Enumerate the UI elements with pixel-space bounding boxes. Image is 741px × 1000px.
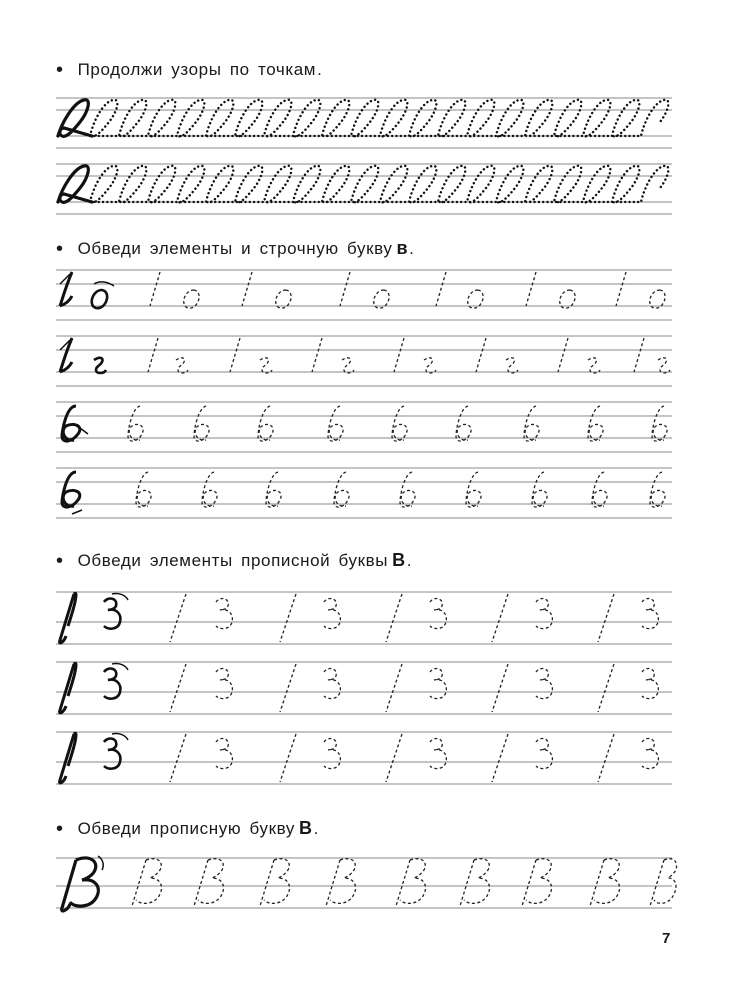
instruction-letter: В — [298, 818, 313, 838]
bullet: • — [56, 59, 64, 81]
instruction-end: . — [313, 818, 319, 838]
instruction-end: . — [317, 60, 323, 79]
instruction-text: Обведи прописную букву — [77, 818, 295, 838]
capital-element-row-1 — [60, 593, 659, 643]
bullet: • — [56, 237, 64, 260]
pattern-row-2 — [0, 158, 741, 220]
capital-element-row-3 — [60, 733, 659, 783]
instruction-lowercase — [56, 238, 414, 259]
lowercase-letter-row-1 — [62, 406, 667, 441]
instruction-text: Обведи элементы и строчную букву — [77, 238, 393, 258]
capital-element-row-2 — [60, 663, 659, 713]
dotted-loops — [90, 100, 668, 137]
instruction-letter: в — [396, 238, 409, 258]
sample-loop — [58, 100, 92, 137]
sample-loop — [58, 166, 92, 203]
sample-capital-v — [62, 856, 104, 911]
instruction-text: Продолжи узоры по точкам — [77, 60, 317, 79]
capital-element-rows — [0, 580, 741, 800]
instruction-end: . — [406, 550, 413, 570]
pattern-row-1 — [0, 92, 741, 154]
page-number: 7 — [662, 930, 671, 947]
instruction-capital — [56, 818, 319, 839]
element-row-stroke-hook — [60, 338, 670, 373]
instruction-capital-elements — [56, 550, 412, 571]
bullet: • — [56, 549, 64, 572]
lowercase-rows — [0, 262, 741, 538]
lowercase-letter-row-2 — [62, 472, 665, 514]
element-row-stroke-oval — [60, 272, 665, 308]
bullet: • — [56, 817, 64, 840]
dotted-loops — [90, 166, 668, 203]
instruction-text: Обведи элементы прописной буквы — [77, 550, 389, 570]
dotted-capital-v — [132, 859, 677, 906]
instruction-pattern — [56, 60, 322, 80]
capital-letter-row — [0, 850, 741, 920]
instruction-end: . — [409, 238, 415, 258]
instruction-letter: В — [392, 550, 406, 570]
